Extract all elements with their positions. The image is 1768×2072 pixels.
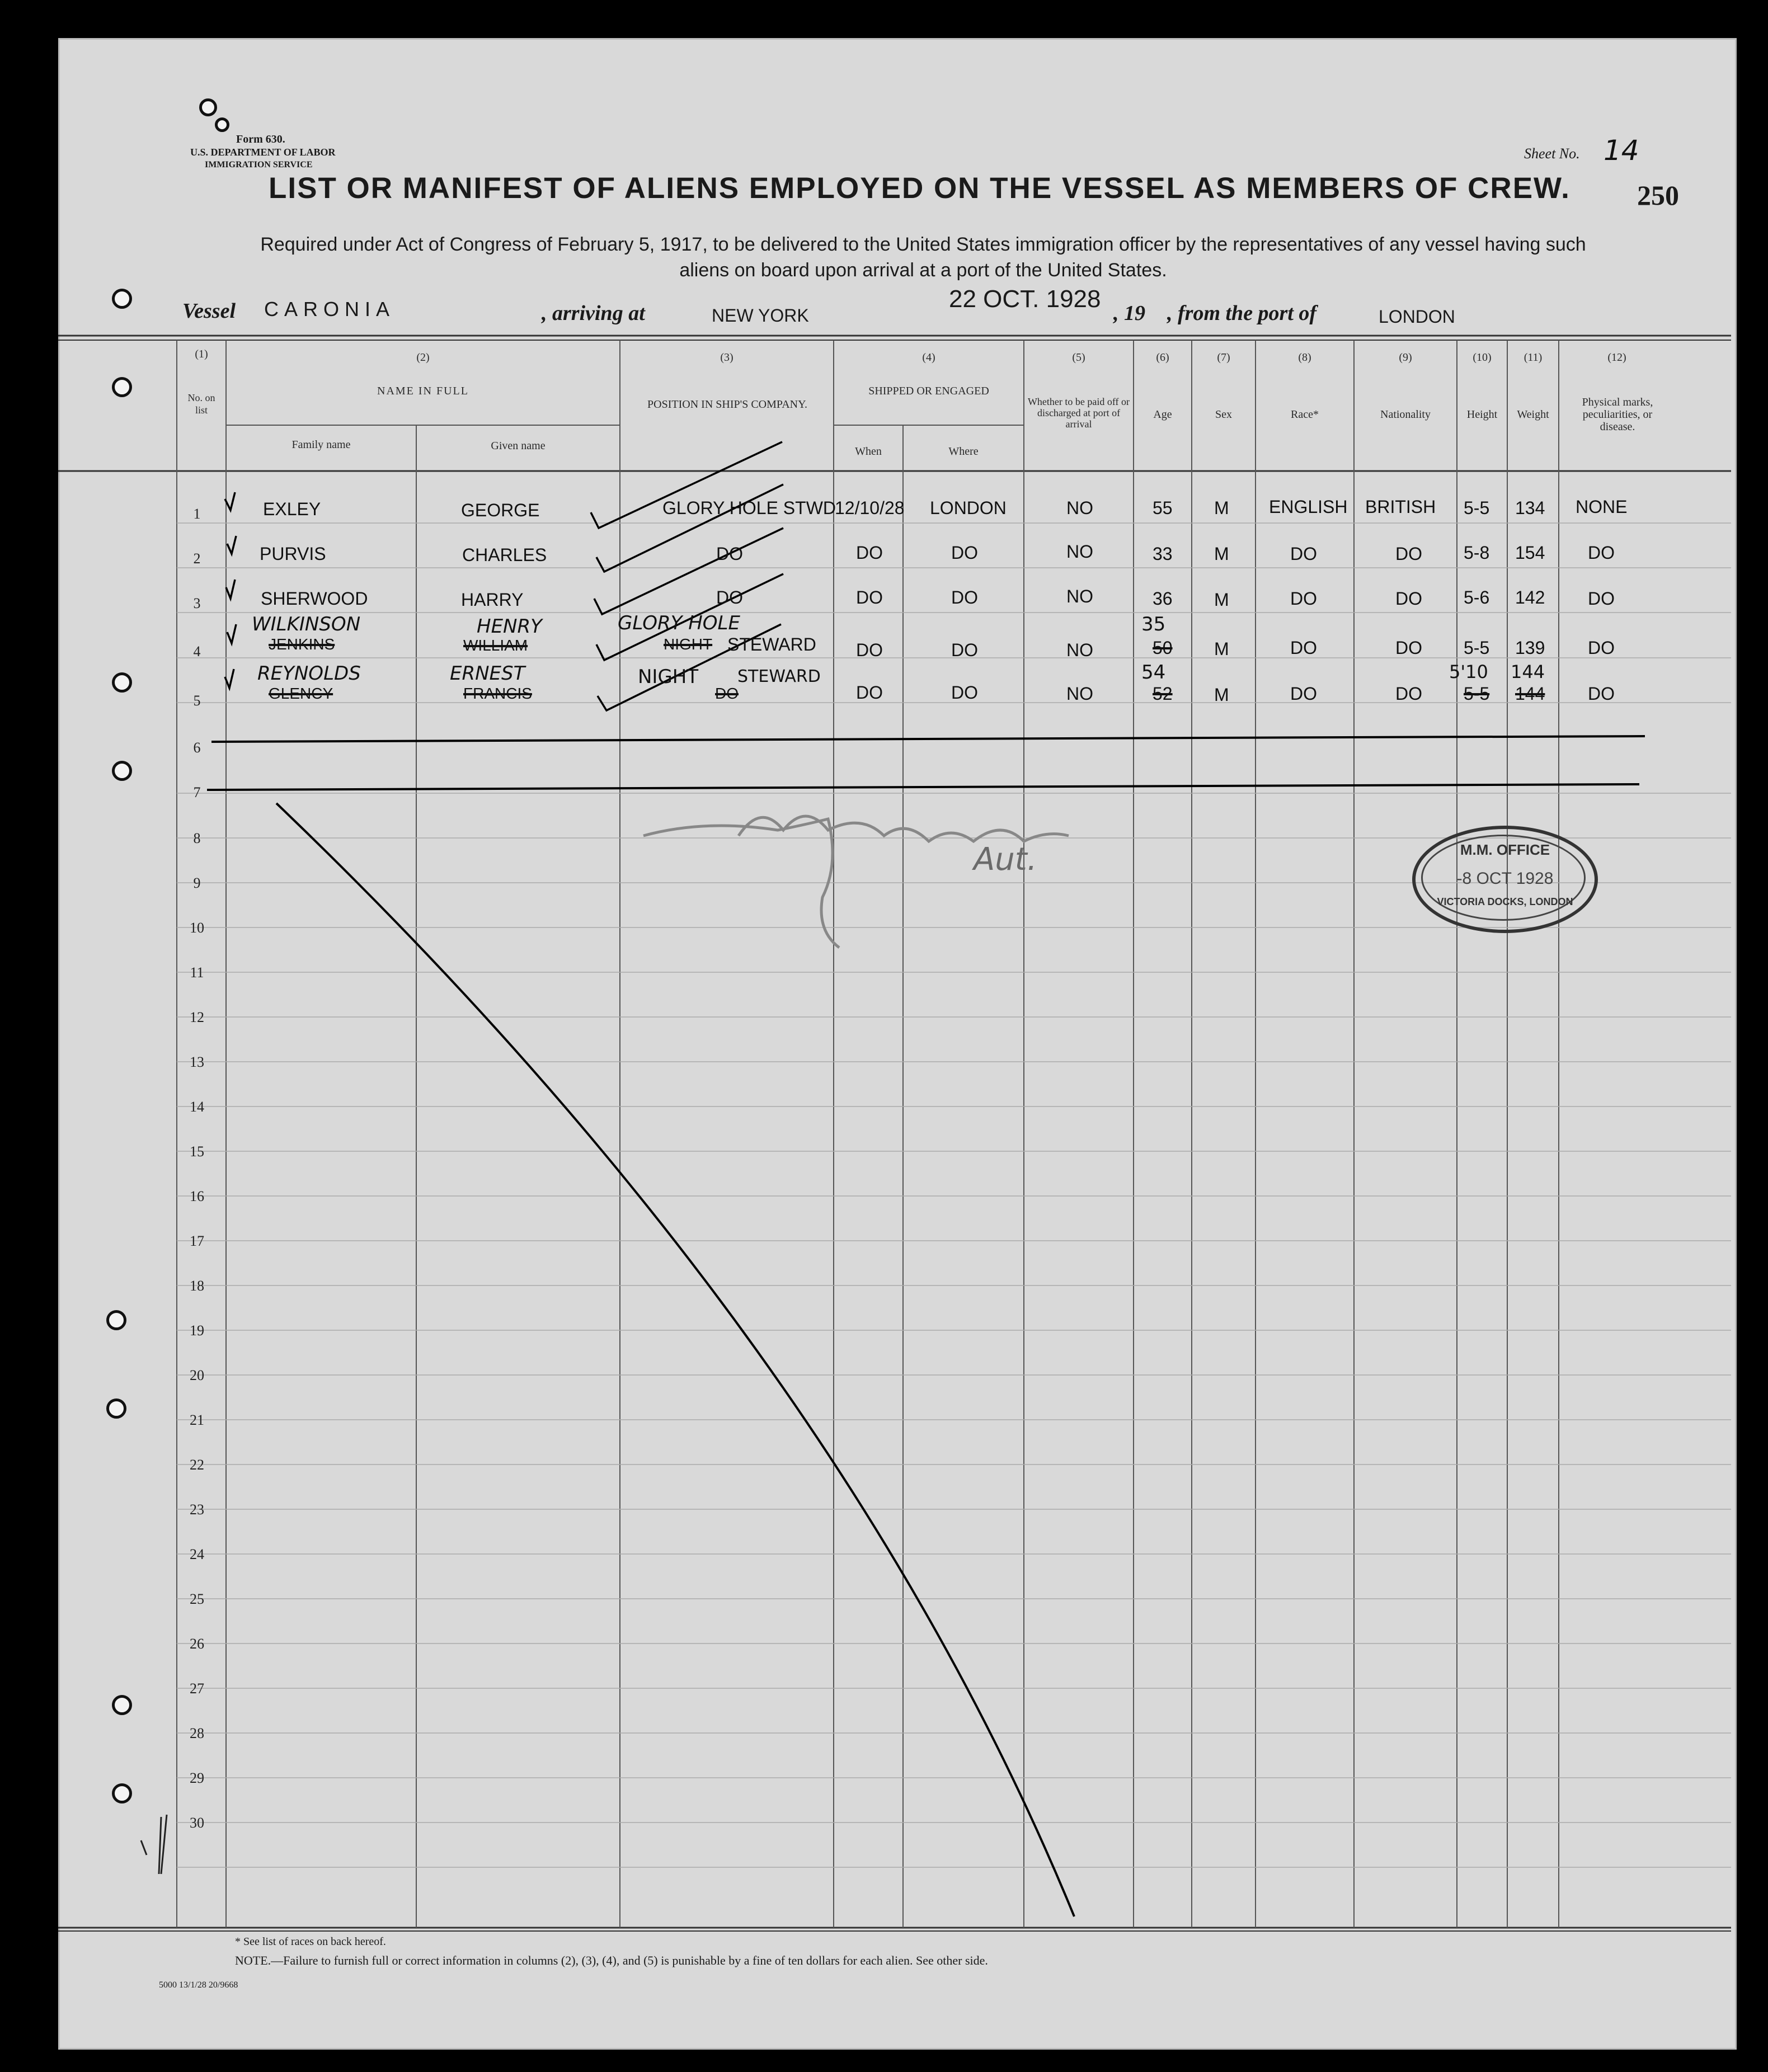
subtitle-line-1: Required under Act of Congress of February 5, 1917, to be delivered to the United States immigration officer by the representatives of any vessel having such bbox=[260, 234, 1586, 255]
col7-header: Sex bbox=[1215, 408, 1232, 421]
age-correction: 35 bbox=[1141, 613, 1166, 635]
height: 5-5 bbox=[1464, 638, 1490, 658]
row-number: 25 bbox=[190, 1591, 204, 1607]
printer-code: 5000 13/1/28 20/9668 bbox=[159, 1980, 238, 1990]
row-number: 18 bbox=[190, 1278, 204, 1294]
given-name: GEORGE bbox=[461, 500, 540, 520]
row-number: 9 bbox=[193, 875, 201, 891]
weight: 144 bbox=[1515, 684, 1545, 704]
signature-title: Aut. bbox=[974, 841, 1037, 878]
col9-header: Nationality bbox=[1380, 408, 1431, 421]
page-number: 250 bbox=[1637, 180, 1679, 211]
height-correction: 5'10 bbox=[1449, 661, 1488, 682]
year-label: , 19 bbox=[1113, 302, 1145, 325]
race: DO bbox=[1290, 544, 1317, 564]
office-stamp bbox=[1412, 826, 1598, 933]
row-number: 11 bbox=[190, 964, 204, 981]
nationality: DO bbox=[1395, 588, 1422, 609]
family-name-correction: REYNOLDS bbox=[257, 662, 361, 685]
weight: 134 bbox=[1515, 498, 1545, 518]
row-number: 15 bbox=[190, 1143, 204, 1160]
form-number: Form 630. bbox=[236, 133, 285, 145]
weight: 154 bbox=[1515, 543, 1545, 563]
col2-number: (2) bbox=[416, 351, 430, 364]
physical-marks: DO bbox=[1588, 638, 1615, 658]
age: 55 bbox=[1153, 498, 1173, 518]
given-name: HARRY bbox=[461, 590, 524, 610]
sex: M bbox=[1214, 498, 1229, 518]
age: 33 bbox=[1153, 544, 1173, 564]
arriving-label: , arriving at bbox=[542, 302, 645, 325]
row-number: 8 bbox=[193, 830, 201, 846]
row-number: 28 bbox=[190, 1725, 204, 1741]
row-number: 16 bbox=[190, 1188, 204, 1204]
shipped-where: DO bbox=[951, 640, 978, 660]
height: 5-8 bbox=[1464, 543, 1490, 563]
col9-number: (9) bbox=[1399, 351, 1412, 364]
race: DO bbox=[1290, 684, 1317, 704]
col10-number: (10) bbox=[1473, 351, 1492, 364]
row-number: 1 bbox=[193, 506, 201, 522]
row-number: 24 bbox=[190, 1546, 204, 1562]
height: 5-5 bbox=[1464, 684, 1490, 704]
shipped-when: 12/10/28 bbox=[835, 498, 905, 518]
shipped-where: DO bbox=[951, 682, 978, 703]
nationality: DO bbox=[1395, 638, 1422, 658]
sex: M bbox=[1214, 639, 1229, 659]
vessel-name: CARONIA bbox=[264, 298, 396, 321]
shipped-when: DO bbox=[856, 682, 883, 703]
row-number: 19 bbox=[190, 1322, 204, 1339]
row-number: 7 bbox=[193, 784, 201, 800]
arrival-date: 22 OCT. 1928 bbox=[949, 285, 1101, 313]
shipped-where: DO bbox=[951, 587, 978, 608]
row-number: 27 bbox=[190, 1680, 204, 1697]
nationality: BRITISH bbox=[1365, 497, 1436, 517]
family-name: GLENCY bbox=[269, 685, 333, 702]
position: DO bbox=[716, 587, 743, 608]
row-number: 2 bbox=[193, 550, 201, 567]
row-number: 14 bbox=[190, 1099, 204, 1115]
position-struck: NIGHT bbox=[664, 635, 713, 653]
sex: M bbox=[1214, 544, 1229, 564]
from-port-label: , from the port of bbox=[1167, 302, 1317, 325]
shipped-when: DO bbox=[856, 543, 883, 563]
row-number: 20 bbox=[190, 1367, 204, 1383]
sex: M bbox=[1214, 685, 1229, 705]
sheet-no-label: Sheet No. bbox=[1524, 145, 1580, 162]
paid-off: NO bbox=[1066, 498, 1093, 518]
weight-correction: 144 bbox=[1511, 661, 1545, 682]
family-name-correction: WILKINSON bbox=[252, 613, 361, 635]
position-correction: GLORY HOLE bbox=[618, 612, 740, 634]
shipped-when: DO bbox=[856, 587, 883, 608]
given-name-correction: ERNEST bbox=[450, 662, 525, 685]
family-name: JENKINS bbox=[269, 635, 335, 653]
col8-number: (8) bbox=[1298, 351, 1311, 364]
col5-header: Whether to be paid off or discharged at port of arrival bbox=[1027, 396, 1130, 430]
col12-header: Physical marks, peculiarities, or disease. bbox=[1582, 396, 1653, 433]
col3-header: POSITION IN SHIP'S COMPANY. bbox=[647, 398, 807, 411]
age: 50 bbox=[1153, 638, 1173, 658]
physical-marks: DO bbox=[1588, 588, 1615, 609]
row-number: 4 bbox=[193, 643, 201, 660]
department-label: U.S. DEPARTMENT OF LABOR bbox=[190, 147, 336, 158]
family-name: EXLEY bbox=[263, 499, 321, 519]
col8-header: Race* bbox=[1291, 408, 1319, 421]
paid-off: NO bbox=[1066, 640, 1093, 660]
physical-marks: DO bbox=[1588, 684, 1615, 704]
col2a-header: Family name bbox=[291, 439, 351, 451]
col10-header: Height bbox=[1466, 408, 1498, 421]
stamp-date: -8 OCT 1928 bbox=[1456, 869, 1554, 888]
weight: 142 bbox=[1515, 587, 1545, 608]
age: 36 bbox=[1153, 588, 1173, 609]
from-port: LONDON bbox=[1379, 307, 1455, 327]
shipped-where: LONDON bbox=[930, 498, 1007, 518]
position-correction: NIGHT bbox=[638, 666, 699, 688]
row-number: 3 bbox=[193, 595, 201, 611]
sex: M bbox=[1214, 590, 1229, 610]
row-number: 5 bbox=[193, 693, 201, 709]
given-name: CHARLES bbox=[462, 545, 547, 565]
row-number: 10 bbox=[190, 920, 204, 936]
age: 52 bbox=[1153, 684, 1173, 704]
family-name: PURVIS bbox=[260, 544, 326, 564]
col6-number: (6) bbox=[1156, 351, 1169, 364]
physical-marks: DO bbox=[1588, 543, 1615, 563]
col3-number: (3) bbox=[720, 351, 733, 364]
nationality: DO bbox=[1395, 684, 1422, 704]
row-number: 17 bbox=[190, 1233, 204, 1249]
col4-number: (4) bbox=[922, 351, 935, 364]
family-name: SHERWOOD bbox=[261, 588, 368, 609]
stamp-bottom-text: VICTORIA DOCKS, LONDON bbox=[1437, 896, 1573, 907]
col12-number: (12) bbox=[1607, 351, 1626, 364]
position-struck: DO bbox=[715, 685, 739, 702]
given-name-correction: HENRY bbox=[477, 615, 542, 638]
position: GLORY HOLE STWD bbox=[662, 498, 836, 518]
race: DO bbox=[1290, 588, 1317, 609]
row-number: 12 bbox=[190, 1009, 204, 1025]
arriving-port: NEW YORK bbox=[712, 305, 809, 326]
races-footnote: * See list of races on back hereof. bbox=[235, 1936, 386, 1948]
paid-off: NO bbox=[1066, 586, 1093, 606]
paid-off: NO bbox=[1066, 684, 1093, 704]
col4-header: SHIPPED OR ENGAGED bbox=[868, 385, 989, 397]
position: STEWARD bbox=[737, 667, 821, 686]
col11-number: (11) bbox=[1524, 351, 1543, 364]
subtitle-line-2: aliens on board upon arrival at a port of the United States. bbox=[679, 260, 1167, 281]
row-number: 26 bbox=[190, 1636, 204, 1652]
col1-header: No. on list bbox=[187, 392, 215, 416]
race: ENGLISH bbox=[1269, 497, 1348, 517]
stamp-top-text: M.M. OFFICE bbox=[1460, 841, 1550, 858]
col1-number: (1) bbox=[195, 348, 208, 360]
col11-header: Weight bbox=[1517, 408, 1549, 421]
position: STEWARD bbox=[727, 634, 816, 654]
paid-off: NO bbox=[1066, 541, 1093, 562]
age-correction: 54 bbox=[1141, 661, 1166, 684]
row-number: 21 bbox=[190, 1412, 204, 1428]
col2b-header: Given name bbox=[491, 440, 546, 452]
cancel-stroke bbox=[276, 803, 1074, 1916]
col7-number: (7) bbox=[1217, 351, 1230, 364]
race: DO bbox=[1290, 638, 1317, 658]
form-title: LIST OR MANIFEST OF ALIENS EMPLOYED ON THE VESSEL AS MEMBERS OF CREW. bbox=[269, 172, 1570, 205]
given-name: FRANCIS bbox=[463, 685, 532, 702]
given-name: WILLIAM bbox=[463, 637, 528, 654]
row-number: 22 bbox=[190, 1457, 204, 1473]
height: 5-5 bbox=[1464, 498, 1490, 518]
row-number: 6 bbox=[193, 740, 201, 756]
penalty-note: NOTE.—Failure to furnish full or correct information in columns (2), (3), (4), and (5) is punishable by a fine of ten dollars for each alien. See other side. bbox=[235, 1953, 988, 1967]
service-label: IMMIGRATION SERVICE bbox=[205, 160, 313, 169]
col4a-header: When bbox=[855, 445, 882, 458]
row-number: 13 bbox=[190, 1054, 204, 1070]
shipped-where: DO bbox=[951, 543, 978, 563]
position: DO bbox=[716, 544, 743, 564]
row-number: 23 bbox=[190, 1501, 204, 1518]
vessel-label: Vessel bbox=[182, 299, 236, 323]
signature bbox=[638, 797, 1130, 964]
shipped-when: DO bbox=[856, 640, 883, 660]
row-number: 30 bbox=[190, 1815, 204, 1831]
physical-marks: NONE bbox=[1576, 497, 1628, 517]
nationality: DO bbox=[1395, 544, 1422, 564]
col4b-header: Where bbox=[948, 445, 979, 458]
col5-number: (5) bbox=[1072, 351, 1085, 364]
sheet-no-value: 14 bbox=[1604, 134, 1639, 167]
height: 5-6 bbox=[1464, 587, 1490, 608]
col2-header: NAME IN FULL bbox=[377, 385, 469, 397]
col6-header: Age bbox=[1153, 408, 1172, 421]
row-number: 29 bbox=[190, 1770, 204, 1786]
weight: 139 bbox=[1515, 638, 1545, 658]
